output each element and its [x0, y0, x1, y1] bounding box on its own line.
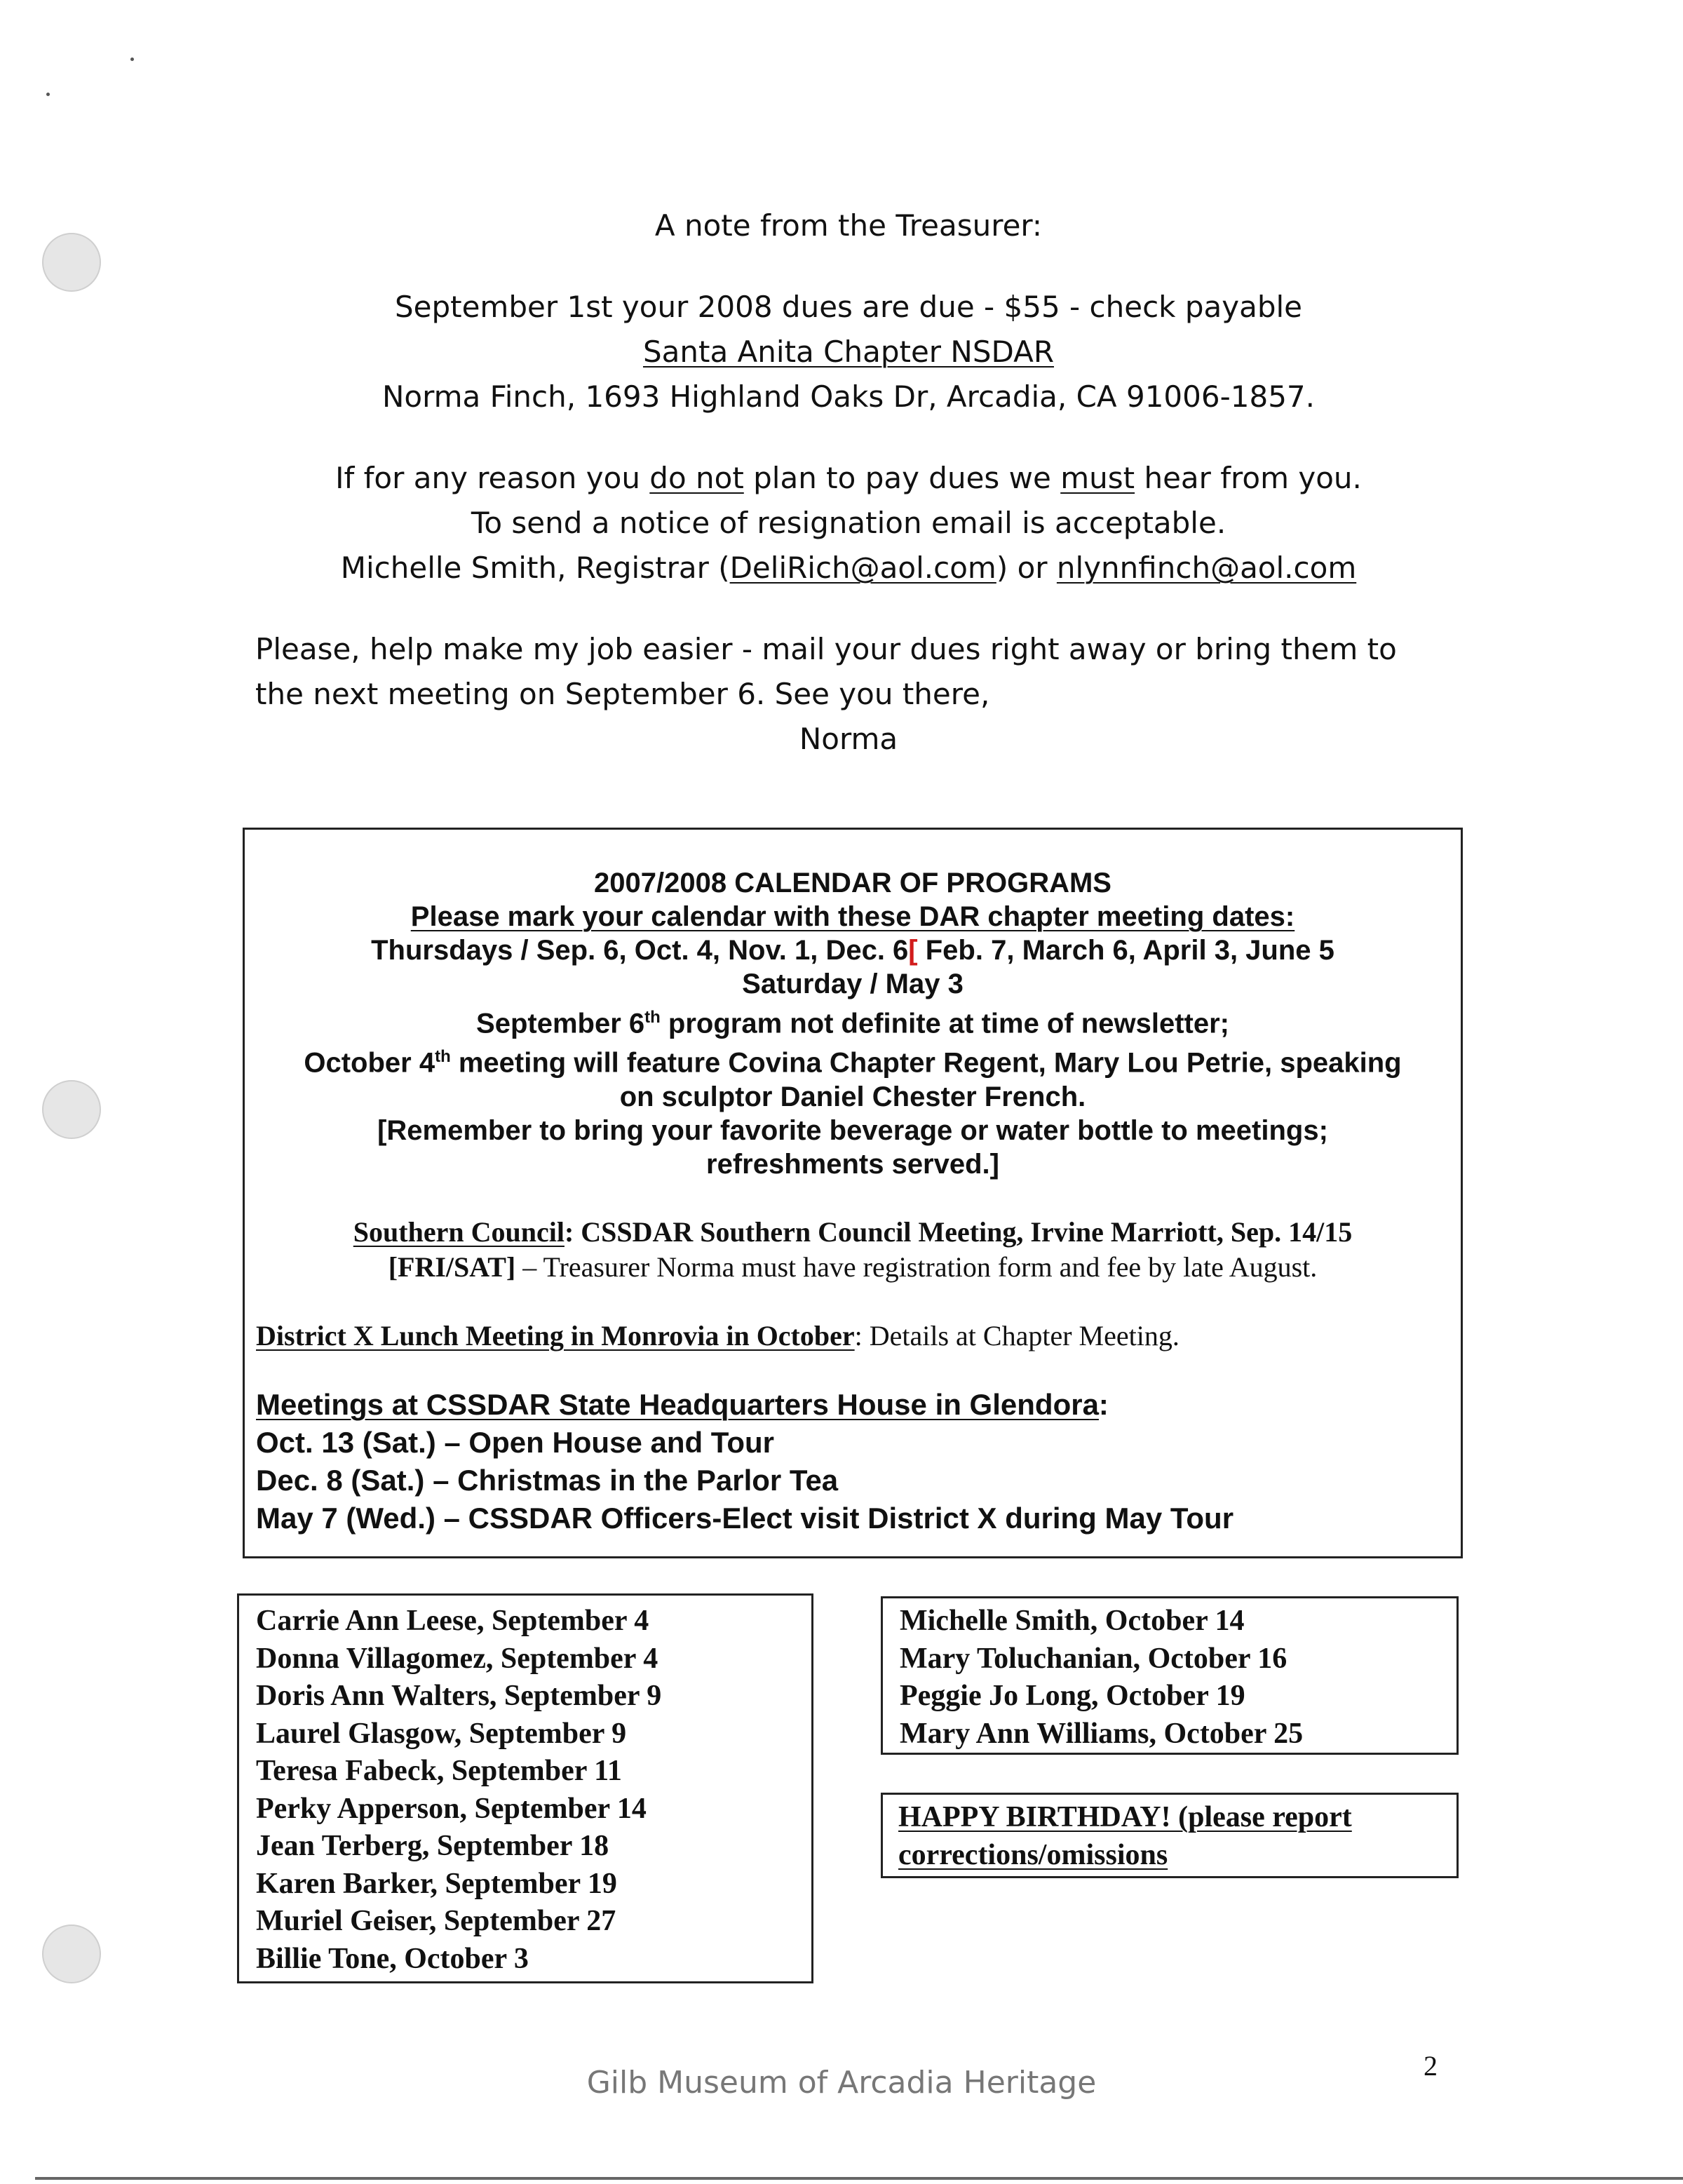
birthday-entry: Carrie Ann Leese, September 4 — [256, 1605, 649, 1637]
closing-line-1: Please, help make my job easier - mail your dues right away or bring them to — [255, 632, 1397, 666]
treasurer-note — [210, 203, 1487, 762]
birthdays-october-box — [881, 1596, 1459, 1755]
hq-event: May 7 (Wed.) – CSSDAR Officers-Elect visit District X during May Tour — [256, 1501, 1234, 1535]
thursdays-line: Thursdays / Sep. 6, Oct. 4, Nov. 1, Dec. 6[ Feb. 7, March 6, April 3, June 5 — [371, 935, 1334, 966]
birthday-entry: Doris Ann Walters, September 9 — [256, 1680, 662, 1712]
notice-line: If for any reason you do not plan to pay dues we must hear from you. — [335, 461, 1362, 495]
scan-speck — [130, 58, 134, 61]
page-number: 2 — [1424, 2050, 1438, 2082]
correction-mark: [ — [908, 935, 918, 966]
birthday-entry: Perky Apperson, September 14 — [256, 1792, 647, 1825]
birthday-entry: Laurel Glasgow, September 9 — [256, 1717, 627, 1750]
hq-event: Dec. 8 (Sat.) – Christmas in the Parlor Tea — [256, 1463, 839, 1497]
saturday-line: Saturday / May 3 — [742, 969, 964, 999]
punch-hole-bottom — [42, 1925, 101, 1983]
birthday-entry: Peggie Jo Long, October 19 — [900, 1680, 1245, 1712]
remember-line-1: [Remember to bring your favorite beverage or water bottle to meetings; — [377, 1114, 1328, 1146]
alt-email-link[interactable]: nlynnfinch@aol.com — [1056, 551, 1357, 585]
birthday-entry: Jean Terberg, September 18 — [256, 1830, 609, 1862]
birthday-entry: Teresa Fabeck, September 11 — [256, 1755, 622, 1787]
birthdays-september-box — [237, 1593, 813, 1983]
october-note-cont: on sculptor Daniel Chester French. — [619, 1081, 1086, 1112]
birthday-entry: Mary Ann Williams, October 25 — [900, 1717, 1304, 1750]
happy-birthday-line-1: HAPPY BIRTHDAY! (please report — [898, 1801, 1352, 1833]
treasurer-heading: A note from the Treasurer: — [654, 208, 1043, 243]
remember-line-2: refreshments served.] — [706, 1148, 999, 1180]
birthday-entry: Donna Villagomez, September 4 — [256, 1642, 658, 1675]
scan-speck — [46, 93, 50, 96]
happy-birthday-line-2: corrections/omissions — [898, 1838, 1168, 1871]
hq-heading: Meetings at CSSDAR State Headquarters House in Glendora: — [256, 1387, 1109, 1421]
treasurer-address: Norma Finch, 1693 Highland Oaks Dr, Arcadia, CA 91006-1857. — [382, 379, 1315, 414]
birthday-entry: Michelle Smith, October 14 — [900, 1605, 1245, 1637]
calendar-subtitle: Please mark your calendar with these DAR chapter meeting dates: — [410, 901, 1295, 932]
september-note: September 6th program not definite at time of newsletter; — [476, 1008, 1229, 1039]
birthday-entry: Mary Toluchanian, October 16 — [900, 1642, 1287, 1675]
dues-line: September 1st your 2008 dues are due - $55 - check payable — [394, 290, 1303, 324]
payee: Santa Anita Chapter NSDAR — [642, 335, 1054, 369]
district-line: District X Lunch Meeting in Monrovia in October: Details at Chapter Meeting. — [256, 1319, 1180, 1351]
punch-hole-middle — [42, 1080, 101, 1139]
resignation-line: To send a notice of resignation email is acceptable. — [471, 506, 1226, 540]
calendar-box — [243, 828, 1463, 1558]
southern-council-detail: [FRI/SAT] – Treasurer Norma must have registration form and fee by late August. — [388, 1251, 1318, 1283]
october-note: October 4th meeting will feature Covina Chapter Regent, Mary Lou Petrie, speaking — [304, 1047, 1402, 1079]
registrar-line: Michelle Smith, Registrar (DeliRich@aol.com) or nlynnfinch@aol.com — [340, 551, 1357, 585]
birthday-entry: Muriel Geiser, September 27 — [256, 1905, 616, 1937]
happy-birthday-box — [881, 1793, 1459, 1878]
scan-edge-line — [35, 2177, 1683, 2180]
footer-watermark: Gilb Museum of Arcadia Heritage — [586, 2065, 1097, 2101]
registrar-email-link[interactable]: DeliRich@aol.com — [729, 551, 996, 585]
birthday-entry: Karen Barker, September 19 — [256, 1867, 617, 1900]
punch-hole-top — [42, 233, 101, 292]
birthday-entry: Billie Tone, October 3 — [256, 1942, 529, 1975]
signature: Norma — [799, 722, 898, 756]
closing-line-2: the next meeting on September 6. See you there, — [255, 677, 990, 711]
hq-event: Oct. 13 (Sat.) – Open House and Tour — [256, 1425, 774, 1459]
southern-council-line: Southern Council: CSSDAR Southern Council Meeting, Irvine Marriott, Sep. 14/15 — [353, 1215, 1353, 1248]
calendar-title: 2007/2008 CALENDAR OF PROGRAMS — [594, 868, 1111, 898]
